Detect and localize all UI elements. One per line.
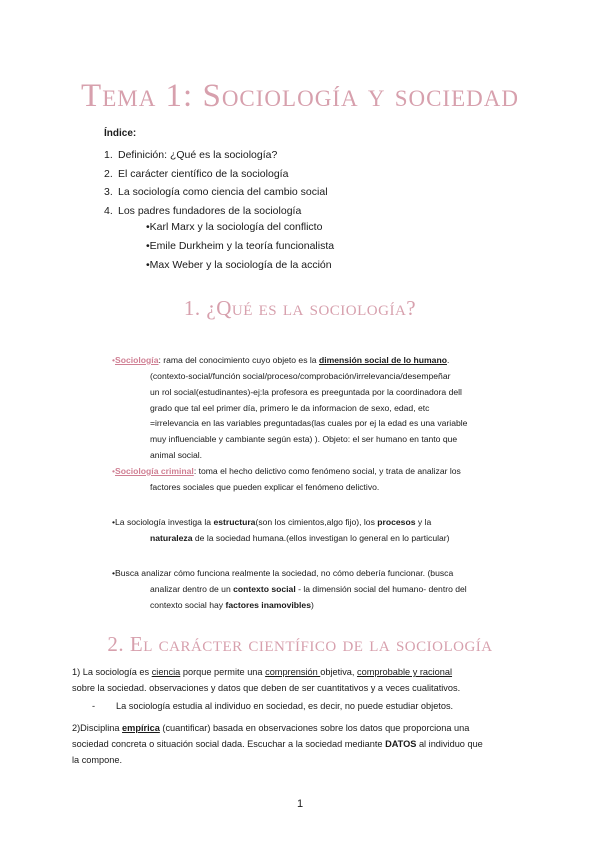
term-sociologia-criminal: Sociología criminal xyxy=(115,466,194,476)
bullet-investiga: •La sociología investiga la estructura(son los cimientos,algo fijo), los procesos y la xyxy=(112,517,432,527)
toc-subitems xyxy=(146,218,334,275)
toc-subitem: •Emile Durkheim y la teoría funcionalista xyxy=(146,240,335,252)
bullet-sociologia-detail: (contexto-social/función social/proceso/comprobación/irrelevancia/desempeñar un rol social(estudinantes)-ej:la profesora es preeguntada por la coordinadora dell grado que tal eel primer día, primero le da informacion de sexo, edad, etc =irrelevancia en las variables preguntadas(las cuales por ej la edad es una variable muy influenciable y cambiante según esta) ). Objeto: el ser humano en tanto que animal social. xyxy=(150,371,468,460)
bullet-sociologia-criminal-detail: factores sociales que pueden explicar el fenómeno delictivo. xyxy=(150,482,380,492)
bullet-busca-detail: analizar dentro de un contexto social - la dimensión social del humano- dentro del contexto social hay factores inamovibles) xyxy=(150,584,467,610)
section-2-heading: 2. El carácter científico de la sociología xyxy=(107,632,493,656)
bullet-dot: • xyxy=(112,355,116,365)
bullet-busca: •Busca analizar cómo funciona realmente la sociedad, no cómo debería funcionar. (busca xyxy=(112,568,454,578)
page-title: Tema 1: Sociología y sociedad xyxy=(81,78,519,114)
bullet-sociologia: •Sociología: rama del conocimiento cuyo objeto es la dimensión social de lo humano. xyxy=(112,355,450,365)
toc-item: 3. La sociología como ciencia del cambio social xyxy=(104,186,328,198)
bullet-investiga-detail: naturaleza de la sociedad humana.(ellos investigan lo general en lo particular) xyxy=(150,533,450,543)
dash-item: - La sociología estudia al individuo en sociedad, es decir, no puede estudiar objetos. xyxy=(92,701,454,711)
toc-item: 4. Los padres fundadores de la sociología xyxy=(104,204,302,217)
toc-subitem: •Karl Marx y la sociología del conflicto xyxy=(146,221,323,233)
section-1-heading: 1. ¿Qué es la sociología? xyxy=(183,296,417,320)
section-2-paragraph-2: 2)Disciplina empírica (cuantificar) basada en observaciones sobre los datos que proporciona una sociedad concreta o situación social dada. Escuchar a la sociedad mediante DATOS al individuo que la compone. xyxy=(72,723,483,765)
toc-item: 2. El carácter científico de la sociología xyxy=(104,167,289,180)
key-dimension-social: dimensión social de lo humano xyxy=(318,355,447,365)
toc-subitem: •Max Weber y la sociología de la acción xyxy=(146,259,332,271)
bullet-sociologia-criminal: •Sociología criminal: toma el hecho delictivo como fenómeno social, y trata de analizar los xyxy=(112,466,461,476)
index-label: Índice: xyxy=(104,128,137,139)
section-2-paragraph-1: 1) La sociología es ciencia porque permite una comprensión objetiva, comprobable y racional sobre la sociedad. observaciones y datos que deben de ser cuantitativos y a veces cualitativos. xyxy=(72,667,461,693)
toc-item: 1. Definición: ¿Qué es la sociología? xyxy=(104,149,278,161)
term-sociologia: Sociología xyxy=(115,355,159,365)
table-of-contents xyxy=(104,146,328,220)
page-number: 1 xyxy=(296,798,304,810)
